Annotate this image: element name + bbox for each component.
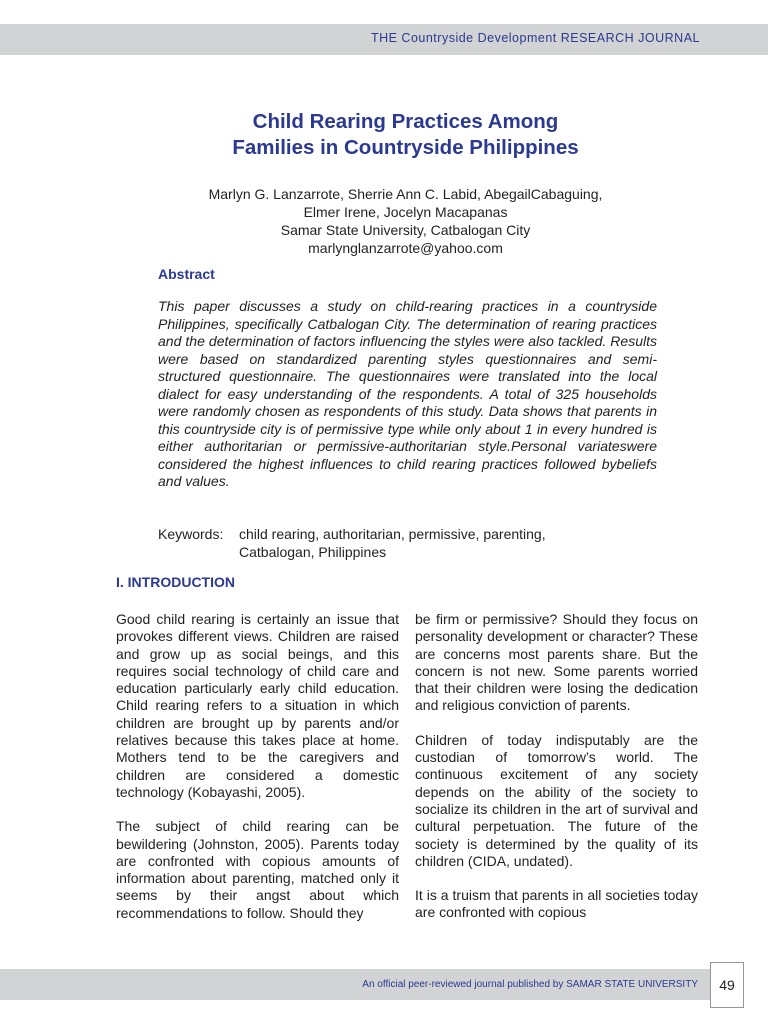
keywords-values: [239, 525, 599, 561]
footer-bar: [0, 969, 710, 1000]
author-block: [0, 185, 768, 257]
right-column: [415, 611, 698, 939]
author-email: marlynglanzarrote@yahoo.com: [308, 240, 503, 256]
paragraph: The subject of child rearing can be bewildering (Johnston, 2005). Parents today are confronted with copious amounts of information about parenting, matched only it seems by their angst about which recommendations to follow. Should they: [116, 818, 399, 921]
page-number: 49: [710, 962, 744, 1008]
keywords-line-2: Catbalogan, Philippines: [239, 544, 387, 560]
abstract-heading: Abstract: [158, 266, 215, 282]
keywords-line-1: child rearing, authoritarian, permissive, parenting,: [239, 526, 546, 542]
authors-line-2: Elmer Irene, Jocelyn Macapanas: [303, 204, 508, 220]
paragraph: Good child rearing is certainly an issue that provokes different views. Children are raised and grow up as social beings, and this requires social technology of child care and education particularly early child education. Child rearing refers to a situation in which children are brought up by parents and/or relatives because this takes place at home. Mothers tend to be the caregivers and children are considered a domestic technology (Kobayashi, 2005).: [116, 611, 399, 800]
paragraph: be firm or permissive? Should they focus on personality development or character? These are concerns most parents share. But the concern is not new. Some parents worried that their children were losing the dedication and religious conviction of parents.: [415, 611, 698, 714]
abstract-body: This paper discusses a study on child-rearing practices in a countryside Philippines, specifically Catbalogan City. The determination of rearing practices and the determination of factors influencing the styles were also tackled. Results were based on standardized parenting styles questionnaires and semi-structured questionnaire. The questionnaires were translated into the local dialect for easy understanding of the respondents. A total of 325 households were randomly chosen as respondents of this study. Data shows that parents in this countryside city is of permissive type while only about 1 in every hundred is either authoritarian or permissive-authoritarian style.Personal variateswere considered the highest influences to child rearing practices followed bybeliefs and values.: [158, 298, 657, 489]
section-heading-introduction: I. INTRODUCTION: [116, 574, 235, 590]
journal-name: THE Countryside Development RESEARCH JOURNAL: [370, 31, 700, 45]
paper-title-line-1: Child Rearing Practices Among: [252, 110, 559, 133]
authors-line-1: Marlyn G. Lanzarrote, Sherrie Ann C. Labid, AbegailCabaguing,: [208, 186, 603, 202]
header-bar: [0, 24, 768, 55]
paper-title: [0, 109, 768, 161]
paragraph: Children of today indisputably are the custodian of tomorrow’s world. The continuous excitement of any society depends on the ability of the society to socialize its children in the art of survival and cultural perpetuation. The future of the society is determined by the quality of its children (CIDA, undated).: [415, 731, 698, 869]
paragraph: It is a truism that parents in all societies today are confronted with copious: [415, 887, 698, 921]
left-column: [116, 611, 399, 939]
paper-title-line-2: Families in Countryside Philippines: [232, 136, 579, 159]
footer-text: An official peer-reviewed journal published by SAMAR STATE UNIVERSITY: [362, 979, 698, 990]
affiliation: Samar State University, Catbalogan City: [280, 222, 531, 238]
keywords-label: Keywords:: [158, 526, 224, 542]
